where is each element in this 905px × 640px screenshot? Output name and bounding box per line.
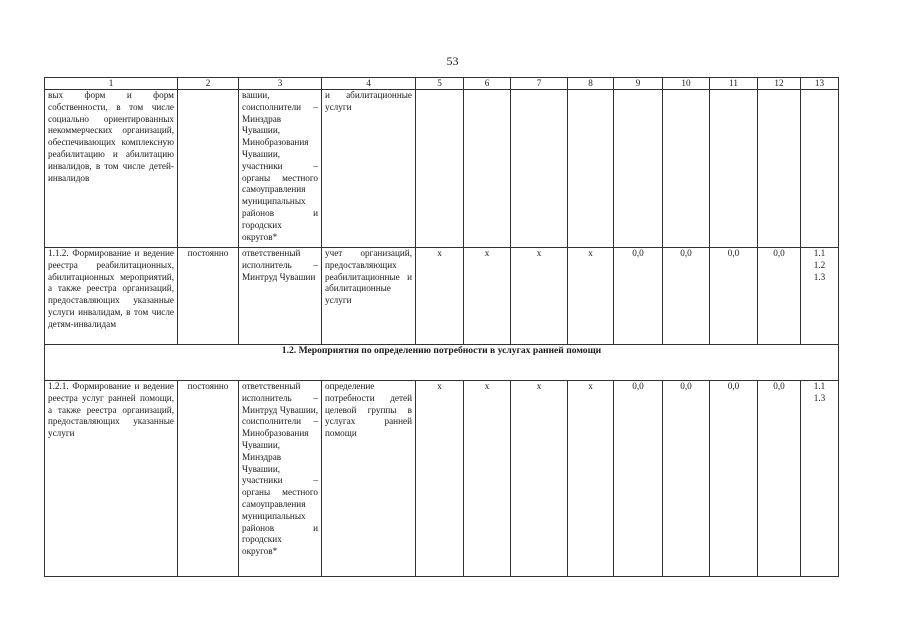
column-number: 2 — [178, 78, 239, 90]
measure-name-cell: 1.2.1. Формирование и ведение реестра услуг ранней помощи, а также реестра организаций, предоставляющих указанные услуги — [45, 381, 178, 577]
measure-name-cell: 1.1.2. Формирование и ведение реестра реабилитационных, абилитационных мероприятий, а также реестра организаций, предоставляющих указанные услуги инвалидам, в том числе детям-инвалидам — [45, 248, 178, 345]
indicator-ref: 1.3 — [813, 271, 826, 282]
value-cell: х — [568, 381, 614, 577]
value-cell: х — [568, 248, 614, 345]
column-number: 5 — [416, 78, 464, 90]
result-cell: учет организаций, предоставляющих реабилитационные и абилитационные услуги — [322, 248, 416, 345]
section-heading: 1.2. Мероприятия по определению потребности в услугах ранней помощи — [45, 345, 839, 381]
value-cell: 0,0 — [710, 381, 758, 577]
indicator-cell — [801, 90, 839, 248]
executors-cell: ответственный исполнитель – Минтруд Чувашии — [239, 248, 322, 345]
column-number: 1 — [45, 78, 178, 90]
value-cell: 0,0 — [614, 381, 663, 577]
value-cell: х — [464, 381, 511, 577]
result-cell: и абилитационные услуги — [322, 90, 416, 248]
page-number: 53 — [446, 54, 459, 68]
column-number: 9 — [614, 78, 663, 90]
column-number: 10 — [663, 78, 710, 90]
executors-cell: ответственный исполнитель – Минтруд Чувашии, соисполнители – Минобразования Чувашии, Минздрав Чувашии, участники – органы местного самоуправления муниципальных районов и городских округов* — [239, 381, 322, 577]
value-cell: 0,0 — [663, 248, 710, 345]
value-cell — [568, 90, 614, 248]
result-cell: определение потребности детей целевой группы в услугах ранней помощи — [322, 381, 416, 577]
column-number: 4 — [322, 78, 416, 90]
indicator-ref: 1.2 — [813, 259, 826, 270]
column-number: 7 — [511, 78, 568, 90]
value-cell — [758, 90, 801, 248]
executors-cell: вашии, соисполнители – Минздрав Чувашии, Минобразования Чувашии, участники – органы местного самоуправления муниципальных районов и городских округов* — [239, 90, 322, 248]
column-number: 11 — [710, 78, 758, 90]
value-cell: х — [464, 248, 511, 345]
term-cell: постоянно — [178, 248, 239, 345]
value-cell: 0,0 — [710, 248, 758, 345]
indicator-ref: 1.1 — [813, 248, 826, 258]
column-number: 12 — [758, 78, 801, 90]
value-cell — [663, 90, 710, 248]
term-cell: постоянно — [178, 381, 239, 577]
value-cell — [614, 90, 663, 248]
column-number: 8 — [568, 78, 614, 90]
value-cell: х — [511, 381, 568, 577]
value-cell: х — [416, 381, 464, 577]
column-number: 3 — [239, 78, 322, 90]
indicator-ref: 1.1 — [813, 381, 826, 391]
measure-name-cell: вых форм и форм собственности, в том числе социально ориентированных некоммерческих организаций, обеспечивающих комплексную реабилитацию и абилитацию инвалидов, в том числе детей-инвалидов — [45, 90, 178, 248]
value-cell: 0,0 — [663, 381, 710, 577]
value-cell: 0,0 — [758, 381, 801, 577]
table-row — [45, 248, 839, 345]
value-cell — [710, 90, 758, 248]
column-number: 6 — [464, 78, 511, 90]
indicator-cell — [801, 381, 839, 577]
table-row — [45, 381, 839, 577]
section-row — [45, 345, 839, 381]
term-cell — [178, 90, 239, 248]
value-cell: х — [511, 248, 568, 345]
indicator-ref: 1.3 — [813, 392, 826, 403]
value-cell: х — [416, 248, 464, 345]
value-cell — [416, 90, 464, 248]
value-cell — [464, 90, 511, 248]
value-cell — [511, 90, 568, 248]
measures-table — [44, 77, 839, 577]
column-numbers-row — [45, 78, 839, 90]
value-cell: 0,0 — [614, 248, 663, 345]
value-cell: 0,0 — [758, 248, 801, 345]
table-row — [45, 90, 839, 248]
indicator-cell — [801, 248, 839, 345]
column-number: 13 — [801, 78, 839, 90]
